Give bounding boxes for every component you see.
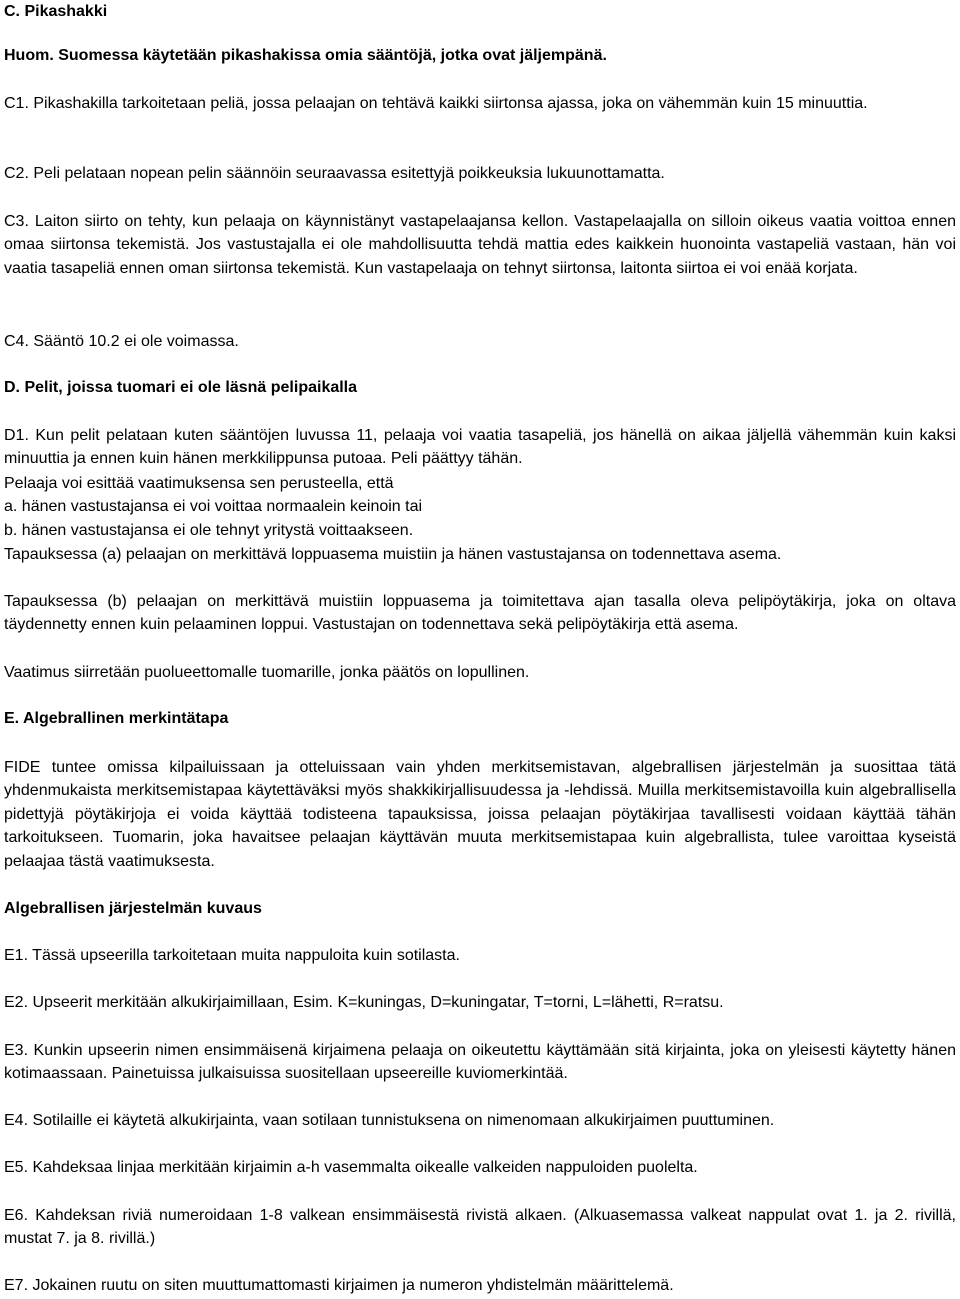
rule-d1-case-b: Tapauksessa (b) pelaajan on merkittävä muistiin loppuasema ja toimitettava ajan tasalla oleva pelipöytäkirja, joka on oltava täydennetty ennen kuin pelaaminen loppui. Vastustajan on todennettava sekä pelipöytäkirja että asema.: [4, 593, 956, 634]
rule-d1-option-b: b. hänen vastustajansa ei ole tehnyt yritystä voittaakseen.: [4, 522, 414, 539]
section-d-title: D. Pelit, joissa tuomari ei ole läsnä pelipaikalla: [4, 379, 358, 396]
rule-c2: C2. Peli pelataan nopean pelin säännöin seuraavassa esitettyjä poikkeuksia lukuunottamatta.: [4, 165, 665, 182]
section-e-title: E. Algebrallinen merkintätapa: [4, 710, 229, 727]
rule-e1: E1. Tässä upseerilla tarkoitetaan muita nappuloita kuin sotilasta.: [4, 947, 460, 964]
section-c-title: C. Pikashakki: [4, 3, 108, 20]
rule-c3: C3. Laiton siirto on tehty, kun pelaaja on käynnistänyt vastapelaajansa kellon. Vastapelaajalla on silloin oikeus vaatia voittoa ennen omaa siirtonsa tekemistä. Jos vastustajalla ei ole mahdollisuutta tehdä mattia edes kaikkein huonointa vastapeliä vastaan, hän voi vaatia tasapeliä ennen oman siirtonsa tekemistä. Kun vastapelaaja on tehnyt siirtonsa, laitonta siirtoa ei voi enää korjata.: [4, 213, 956, 277]
rule-c4: C4. Sääntö 10.2 ei ole voimassa.: [4, 333, 239, 350]
rule-d1-claim: Pelaaja voi esittää vaatimuksensa sen perusteella, että: [4, 475, 394, 492]
rule-d1: D1. Kun pelit pelataan kuten sääntöjen luvussa 11, pelaaja voi vaatia tasapeliä, jos hänellä on aikaa jäljellä vähemmän kuin kaksi minuuttia ja ennen kuin hänen merkkilippunsa putoaa. Peli päättyy tähän.: [4, 427, 956, 468]
rule-c1: C1. Pikashakilla tarkoitetaan peliä, jossa pelaajan on tehtävä kaikki siirtonsa ajassa, joka on vähemmän kuin 15 minuuttia.: [4, 95, 868, 112]
rule-e6: E6. Kahdeksan riviä numeroidaan 1-8 valkean ensimmäisestä rivistä alkaen. (Alkuasemassa valkeat nappulat ovat 1. ja 2. rivillä, mustat 7. ja 8. rivillä.): [4, 1207, 956, 1248]
rule-e7: E7. Jokainen ruutu on siten muuttumattomasti kirjaimen ja numeron yhdistelmän määrittelemä.: [4, 1277, 674, 1294]
algebraic-system-title: Algebrallisen järjestelmän kuvaus: [4, 900, 262, 917]
rule-e2: E2. Upseerit merkitään alkukirjaimillaan, Esim. K=kuningas, D=kuningatar, T=torni, L=lähetti, R=ratsu.: [4, 994, 724, 1011]
rule-d1-option-a: a. hänen vastustajansa ei voi voittaa normaalein keinoin tai: [4, 498, 423, 515]
section-e-intro: FIDE tuntee omissa kilpailuissaan ja otteluissaan vain yhden merkitsemistavan, algebrallisen järjestelmän ja suosittaa tätä yhdenmukaista merkitsemistapaa käytettäväksi myös shakkikirjallisuudessa ja -lehdissä. Muilla merkitsemistavoilla kuin algebrallisella pidettyjä pöytäkirjoja ei voida käyttää todisteena tapauksissa, joissa pelaajan pöytäkirjaa tavallisesti voidaan käyttää tähän tarkoitukseen. Tuomarin, joka havaitsee pelaajan käyttävän muuta merkitsemistapaa kuin algebrallista, tulee varoittaa kyseistä pelaajaa tästä vaatimuksesta.: [4, 759, 956, 870]
rule-e5: E5. Kahdeksaa linjaa merkitään kirjaimin a-h vasemmalta oikealle valkeiden nappuloiden puolelta.: [4, 1159, 698, 1176]
section-c-note: Huom. Suomessa käytetään pikashakissa omia sääntöjä, jotka ovat jäljempänä.: [4, 47, 607, 64]
rule-d1-case-a: Tapauksessa (a) pelaajan on merkittävä loppuasema muistiin ja hänen vastustajansa on todennettava asema.: [4, 546, 782, 563]
rule-d1-final: Vaatimus siirretään puolueettomalle tuomarille, jonka päätös on lopullinen.: [4, 664, 530, 681]
rule-e4: E4. Sotilaille ei käytetä alkukirjainta, vaan sotilaan tunnistuksena on nimenomaan alkukirjaimen puuttuminen.: [4, 1112, 775, 1129]
rule-e3: E3. Kunkin upseerin nimen ensimmäisenä kirjaimena pelaaja on oikeutettu käyttämään sitä kirjainta, joka on yleisesti käytetty hänen kotimaassaan. Painetuissa julkaisuissa suositellaan upseereille kuviomerkintää.: [4, 1042, 956, 1083]
